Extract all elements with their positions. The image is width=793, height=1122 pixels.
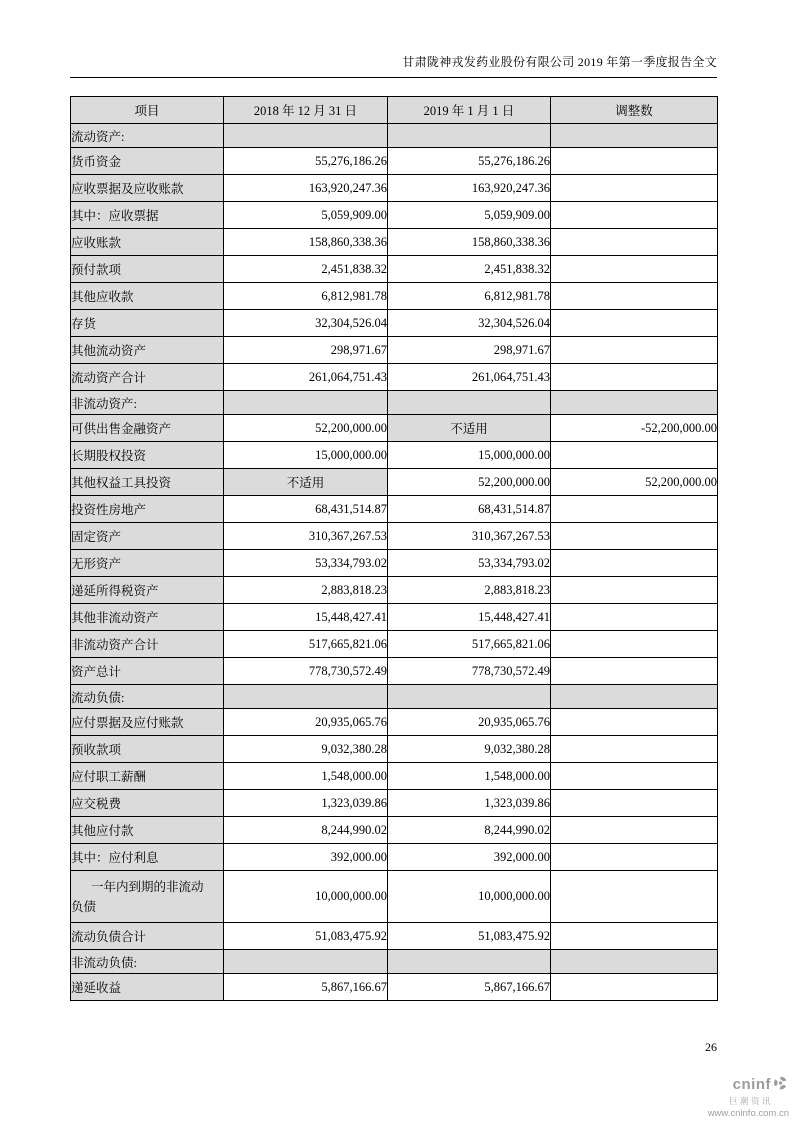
- row-label: 资产总计: [71, 658, 224, 685]
- row-label: 递延收益: [71, 974, 224, 1001]
- value-2018-12-31: 163,920,247.36: [224, 175, 388, 202]
- value-adjustment: [551, 283, 718, 310]
- value-adjustment: [551, 790, 718, 817]
- value-2018-12-31: 1,548,000.00: [224, 763, 388, 790]
- value-adjustment: [551, 550, 718, 577]
- table-row: [71, 337, 718, 364]
- value-2019-01-01: 2,451,838.32: [388, 256, 551, 283]
- value-2018-12-31: 51,083,475.92: [224, 923, 388, 950]
- value-adjustment: [551, 871, 718, 923]
- value-2018-12-31: 55,276,186.26: [224, 148, 388, 175]
- row-label: 投资性房地产: [71, 496, 224, 523]
- value-2018-12-31: 1,323,039.86: [224, 790, 388, 817]
- row-label: 货币资金: [71, 148, 224, 175]
- value-2019-01-01: 1,323,039.86: [388, 790, 551, 817]
- value-2019-01-01: 2,883,818.23: [388, 577, 551, 604]
- value-2018-12-31: 52,200,000.00: [224, 415, 388, 442]
- value-2018-12-31: 68,431,514.87: [224, 496, 388, 523]
- row-label: 流动负债合计: [71, 923, 224, 950]
- row-label: 应付职工薪酬: [71, 763, 224, 790]
- row-label: 一年内到期的非流动 负债: [71, 871, 224, 923]
- value-adjustment: [551, 736, 718, 763]
- value-2018-12-31: [224, 391, 388, 415]
- table-row: [71, 763, 718, 790]
- value-2018-12-31: 517,665,821.06: [224, 631, 388, 658]
- value-adjustment: [551, 229, 718, 256]
- value-2018-12-31: [224, 950, 388, 974]
- row-label: 递延所得税资产: [71, 577, 224, 604]
- table-row: [71, 736, 718, 763]
- value-adjustment: 52,200,000.00: [551, 469, 718, 496]
- value-2019-01-01: 261,064,751.43: [388, 364, 551, 391]
- value-adjustment: [551, 202, 718, 229]
- value-adjustment: [551, 923, 718, 950]
- value-2018-12-31: 15,000,000.00: [224, 442, 388, 469]
- value-2019-01-01: 68,431,514.87: [388, 496, 551, 523]
- value-adjustment: [551, 175, 718, 202]
- row-label: 应付票据及应付账款: [71, 709, 224, 736]
- value-2018-12-31: 5,059,909.00: [224, 202, 388, 229]
- cninfo-brand: [677, 1075, 789, 1094]
- table-row: [71, 523, 718, 550]
- value-2018-12-31: 261,064,751.43: [224, 364, 388, 391]
- value-2019-01-01: 52,200,000.00: [388, 469, 551, 496]
- table-row: [71, 631, 718, 658]
- value-2019-01-01: 32,304,526.04: [388, 310, 551, 337]
- table-row: [71, 974, 718, 1001]
- col-header-1: 2018 年 12 月 31 日: [224, 97, 388, 124]
- section-row: [71, 685, 718, 709]
- value-2019-01-01: 9,032,380.28: [388, 736, 551, 763]
- section-row: [71, 124, 718, 148]
- value-adjustment: [551, 577, 718, 604]
- table-row: [71, 709, 718, 736]
- value-2018-12-31: [224, 685, 388, 709]
- table-row: [71, 790, 718, 817]
- value-2018-12-31: 778,730,572.49: [224, 658, 388, 685]
- value-adjustment: [551, 604, 718, 631]
- value-2019-01-01: [388, 950, 551, 974]
- value-2019-01-01: 10,000,000.00: [388, 871, 551, 923]
- value-2019-01-01: 53,334,793.02: [388, 550, 551, 577]
- value-adjustment: [551, 442, 718, 469]
- table-row: [71, 310, 718, 337]
- table-row: [71, 229, 718, 256]
- table-header-row: [71, 97, 718, 124]
- value-2019-01-01: 298,971.67: [388, 337, 551, 364]
- value-2018-12-31: 20,935,065.76: [224, 709, 388, 736]
- header-rule: [70, 77, 717, 78]
- value-2019-01-01: 517,665,821.06: [388, 631, 551, 658]
- col-header-2: 2019 年 1 月 1 日: [388, 97, 551, 124]
- value-2018-12-31: 10,000,000.00: [224, 871, 388, 923]
- page-header-title: 甘肃陇神戎发药业股份有限公司 2019 年第一季度报告全文: [402, 55, 717, 69]
- table-row: [71, 469, 718, 496]
- value-adjustment: [551, 364, 718, 391]
- section-row: [71, 950, 718, 974]
- value-2019-01-01: [388, 124, 551, 148]
- table-row: [71, 256, 718, 283]
- value-2019-01-01: 55,276,186.26: [388, 148, 551, 175]
- value-adjustment: [551, 496, 718, 523]
- table-row: [71, 923, 718, 950]
- value-2019-01-01: 15,448,427.41: [388, 604, 551, 631]
- value-adjustment: [551, 124, 718, 148]
- value-2018-12-31: 310,367,267.53: [224, 523, 388, 550]
- row-label: 应收票据及应收账款: [71, 175, 224, 202]
- table-row: [71, 604, 718, 631]
- value-2019-01-01: 6,812,981.78: [388, 283, 551, 310]
- table-row: [71, 658, 718, 685]
- value-2018-12-31: 298,971.67: [224, 337, 388, 364]
- row-label: 非流动资产:: [71, 391, 224, 415]
- value-2018-12-31: 32,304,526.04: [224, 310, 388, 337]
- value-adjustment: [551, 685, 718, 709]
- value-2018-12-31: 6,812,981.78: [224, 283, 388, 310]
- value-2019-01-01: 15,000,000.00: [388, 442, 551, 469]
- row-label: 应收账款: [71, 229, 224, 256]
- row-label: 预付款项: [71, 256, 224, 283]
- value-2019-01-01: 8,244,990.02: [388, 817, 551, 844]
- row-label: 其他流动资产: [71, 337, 224, 364]
- col-header-3: 调整数: [551, 97, 718, 124]
- value-adjustment: [551, 310, 718, 337]
- value-2019-01-01: 392,000.00: [388, 844, 551, 871]
- table-row: [71, 202, 718, 229]
- table-row: [71, 871, 718, 923]
- row-label: 非流动资产合计: [71, 631, 224, 658]
- value-2019-01-01: 51,083,475.92: [388, 923, 551, 950]
- cninfo-brand-text: cninf: [732, 1076, 771, 1093]
- value-adjustment: [551, 631, 718, 658]
- table-row: [71, 415, 718, 442]
- table-row: [71, 496, 718, 523]
- value-2018-12-31: [224, 124, 388, 148]
- row-label: 其中：应收票据: [71, 202, 224, 229]
- row-label: 流动资产:: [71, 124, 224, 148]
- cninfo-website: www.cninfo.com.cn: [707, 1108, 789, 1119]
- table-row: [71, 844, 718, 871]
- value-2019-01-01: 5,059,909.00: [388, 202, 551, 229]
- value-2018-12-31: 2,451,838.32: [224, 256, 388, 283]
- value-2019-01-01: 不适用: [388, 415, 551, 442]
- value-adjustment: [551, 337, 718, 364]
- value-2019-01-01: 158,860,338.36: [388, 229, 551, 256]
- swirl-icon: [771, 1075, 789, 1094]
- value-adjustment: [551, 658, 718, 685]
- value-2018-12-31: 不适用: [224, 469, 388, 496]
- value-2019-01-01: 1,548,000.00: [388, 763, 551, 790]
- row-label: 非流动负债:: [71, 950, 224, 974]
- value-2019-01-01: 310,367,267.53: [388, 523, 551, 550]
- value-2019-01-01: [388, 391, 551, 415]
- value-adjustment: [551, 763, 718, 790]
- value-2019-01-01: [388, 685, 551, 709]
- value-adjustment: [551, 523, 718, 550]
- row-label: 其他非流动资产: [71, 604, 224, 631]
- value-adjustment: -52,200,000.00: [551, 415, 718, 442]
- value-2019-01-01: 778,730,572.49: [388, 658, 551, 685]
- row-label: 其中：应付利息: [71, 844, 224, 871]
- row-label: 应交税费: [71, 790, 224, 817]
- row-label: 固定资产: [71, 523, 224, 550]
- value-adjustment: [551, 148, 718, 175]
- row-label: 其他应付款: [71, 817, 224, 844]
- table-row: [71, 364, 718, 391]
- row-label: 预收款项: [71, 736, 224, 763]
- value-2018-12-31: 158,860,338.36: [224, 229, 388, 256]
- cninfo-tagline: 巨潮资讯: [728, 1096, 773, 1106]
- value-adjustment: [551, 844, 718, 871]
- row-label: 可供出售金融资产: [71, 415, 224, 442]
- value-2018-12-31: 2,883,818.23: [224, 577, 388, 604]
- value-2018-12-31: 53,334,793.02: [224, 550, 388, 577]
- value-2018-12-31: 392,000.00: [224, 844, 388, 871]
- value-2018-12-31: 5,867,166.67: [224, 974, 388, 1001]
- row-label: 存货: [71, 310, 224, 337]
- value-2018-12-31: 8,244,990.02: [224, 817, 388, 844]
- value-adjustment: [551, 817, 718, 844]
- value-adjustment: [551, 256, 718, 283]
- balance-sheet-table: [70, 96, 718, 1001]
- page-number: 26: [705, 1040, 717, 1054]
- col-header-0: 项目: [71, 97, 224, 124]
- value-2018-12-31: 15,448,427.41: [224, 604, 388, 631]
- section-row: [71, 391, 718, 415]
- value-adjustment: [551, 709, 718, 736]
- row-label: 其他应收款: [71, 283, 224, 310]
- value-2018-12-31: 9,032,380.28: [224, 736, 388, 763]
- row-label: 其他权益工具投资: [71, 469, 224, 496]
- value-adjustment: [551, 974, 718, 1001]
- value-2019-01-01: 163,920,247.36: [388, 175, 551, 202]
- table-row: [71, 550, 718, 577]
- table-row: [71, 283, 718, 310]
- row-label: 流动负债:: [71, 685, 224, 709]
- value-adjustment: [551, 391, 718, 415]
- table-row: [71, 817, 718, 844]
- table-row: [71, 442, 718, 469]
- table-row: [71, 577, 718, 604]
- cninfo-logo: [677, 1075, 789, 1119]
- value-2019-01-01: 5,867,166.67: [388, 974, 551, 1001]
- row-label: 无形资产: [71, 550, 224, 577]
- table-row: [71, 148, 718, 175]
- row-label: 流动资产合计: [71, 364, 224, 391]
- value-2019-01-01: 20,935,065.76: [388, 709, 551, 736]
- value-adjustment: [551, 950, 718, 974]
- table-row: [71, 175, 718, 202]
- row-label: 长期股权投资: [71, 442, 224, 469]
